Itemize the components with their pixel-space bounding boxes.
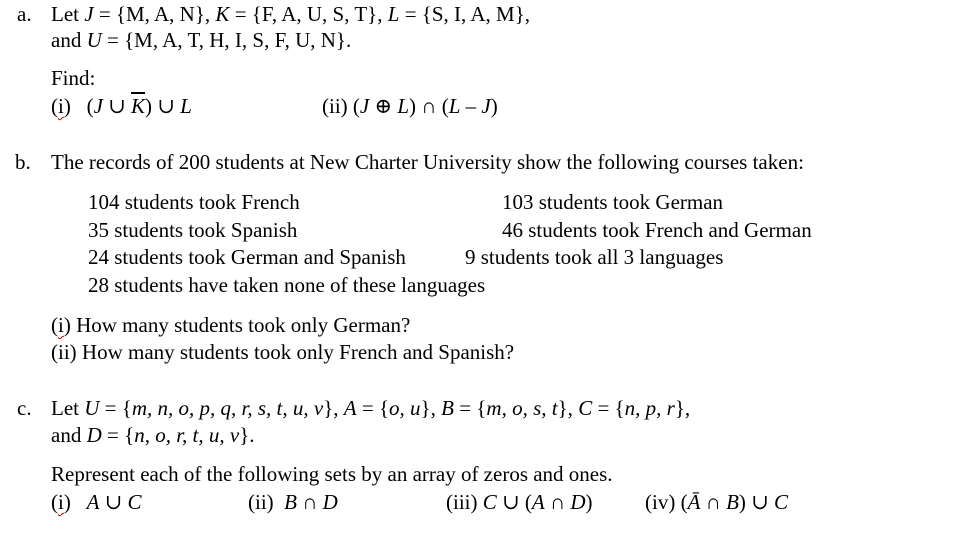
part-c-question-3: (iii) C ∪ (A ∩ D) xyxy=(446,490,593,514)
part-c-line2: and D = {n, o, r, t, u, v}. xyxy=(51,423,255,447)
part-c-represent: Represent each of the following sets by an array of zeros and ones. xyxy=(51,462,613,486)
part-a-marker: a. xyxy=(17,2,32,26)
part-b-question-2: (ii) How many students took only French and Spanish? xyxy=(51,340,515,364)
part-b-marker: b. xyxy=(15,150,31,174)
part-b-record-german: 103 students took German xyxy=(502,190,724,214)
part-c-question-4: (iv) (Ā ∩ B) ∪ C xyxy=(645,490,789,514)
part-a-question-2: (ii) (J ⊕ L) ∩ (L – J) xyxy=(322,94,498,118)
part-a-question-1: (i) (J ∪ $\overline{K}$) ∪ L xyxy=(51,94,192,118)
part-c-marker: c. xyxy=(17,396,32,420)
part-b-record-french-german: 46 students took French and German xyxy=(502,218,812,242)
part-b-record-german-spanish: 24 students took German and Spanish xyxy=(88,245,406,269)
part-a-line1: Let J = {M, A, N}, K = {F, A, U, S, T}, L = {S, I, A, M}, xyxy=(51,2,531,26)
part-a-line2: and U = {M, A, T, H, I, S, F, U, N}. xyxy=(51,28,352,52)
part-a-find: Find: xyxy=(51,66,96,90)
part-b-intro: The records of 200 students at New Charter University show the following courses taken: xyxy=(51,150,804,174)
part-b-record-spanish: 35 students took Spanish xyxy=(88,218,298,242)
part-b-record-french: 104 students took French xyxy=(88,190,300,214)
part-c-question-2: (ii) B ∩ D xyxy=(248,490,338,514)
part-c-question-1: (i) A ∪ C xyxy=(51,490,142,514)
part-b-question-1: (i) How many students took only German? xyxy=(51,313,411,337)
part-c-line1: Let U = {m, n, o, p, q, r, s, t, u, v}, A = {o, u}, B = {m, o, s, t}, C = {n, p, r}, xyxy=(51,396,691,420)
part-b-record-none: 28 students have taken none of these languages xyxy=(88,273,486,297)
part-b-record-all-three: 9 students took all 3 languages xyxy=(465,245,724,269)
